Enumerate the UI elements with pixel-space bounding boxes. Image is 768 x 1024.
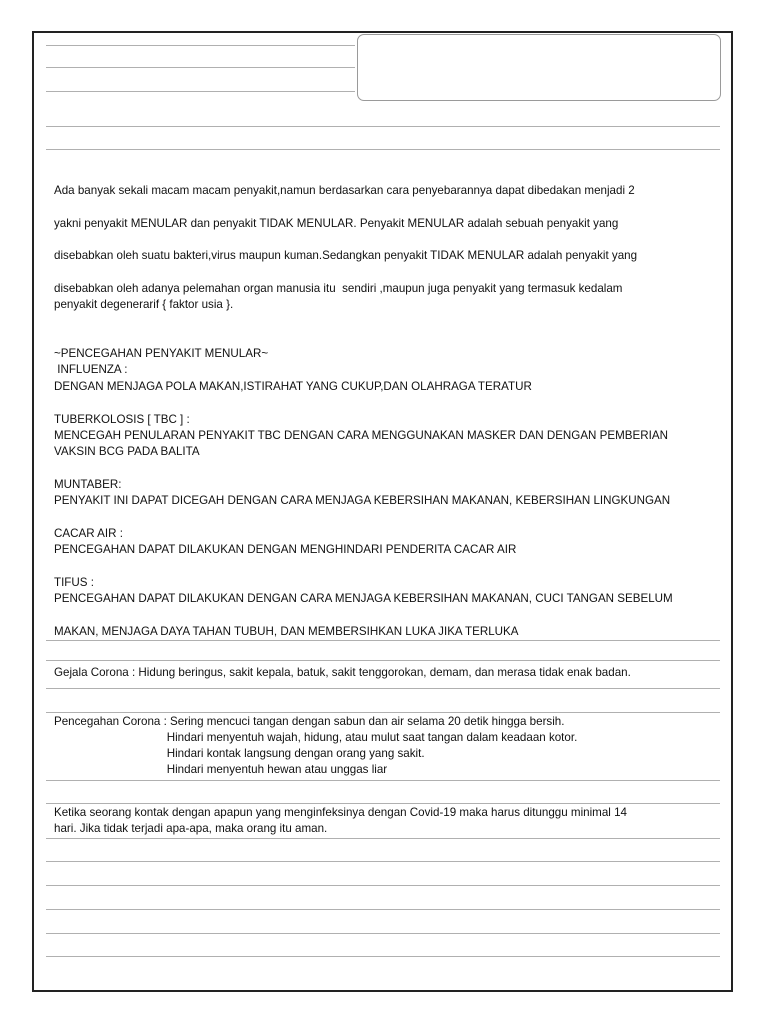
page-border: [32, 31, 733, 992]
disease-text: MAKAN, MENJAGA DAYA TAHAN TUBUH, DAN MEMBERSIHKAN LUKA JIKA TERLUKA: [54, 625, 519, 638]
disease-title: TIFUS :: [54, 576, 94, 589]
disease-text: DENGAN MENJAGA POLA MAKAN,ISTIRAHAT YANG CUKUP,DAN OLAHRAGA TERATUR: [54, 380, 532, 393]
header-line: [46, 126, 720, 127]
disease-text: PENCEGAHAN DAPAT DILAKUKAN DENGAN MENGHINDARI PENDERITA CACAR AIR: [54, 543, 517, 556]
corona-prevention-line: Pencegahan Corona : Sering mencuci tangan dengan sabun dan air selama 20 detik hingga bersih.: [54, 715, 565, 728]
disease-text: PENYAKIT INI DAPAT DICEGAH DENGAN CARA MENJAGA KEBERSIHAN MAKANAN, KEBERSIHAN LINGKUNGAN: [54, 494, 671, 507]
disease-title: TUBERKOLOSIS [ TBC ] :: [54, 413, 190, 426]
ruled-line: [46, 909, 720, 910]
ruled-line: [46, 712, 720, 713]
header-line: [46, 149, 720, 150]
ruled-line: [46, 688, 720, 689]
header-line: [46, 45, 355, 46]
corona-prevention-line: Hindari kontak langsung dengan orang yang sakit.: [54, 747, 425, 760]
ruled-line: [46, 933, 720, 934]
header-line: [46, 67, 355, 68]
ruled-line: [46, 861, 720, 862]
ruled-line: [46, 838, 720, 839]
intro-line: penyakit degenerarif { faktor usia }.: [54, 298, 234, 311]
corona-prevention-line: Hindari menyentuh wajah, hidung, atau mulut saat tangan dalam keadaan kotor.: [54, 731, 578, 744]
intro-line: Ada banyak sekali macam macam penyakit,namun berdasarkan cara penyebarannya dapat dibedakan menjadi 2: [54, 184, 635, 197]
section-heading: ~PENCEGAHAN PENYAKIT MENULAR~: [54, 347, 269, 360]
intro-line: yakni penyakit MENULAR dan penyakit TIDAK MENULAR. Penyakit MENULAR adalah sebuah penyakit yang: [54, 217, 619, 230]
ruled-line: [46, 640, 720, 641]
ruled-line: [46, 660, 720, 661]
ruled-line: [46, 803, 720, 804]
disease-text: PENCEGAHAN DAPAT DILAKUKAN DENGAN CARA MENJAGA KEBERSIHAN MAKANAN, CUCI TANGAN SEBELUM: [54, 592, 673, 605]
disease-title: INFLUENZA :: [54, 363, 128, 376]
corona-prevention-line: Hindari menyentuh hewan atau unggas liar: [54, 763, 388, 776]
corona-symptoms: Gejala Corona : Hidung beringus, sakit kepala, batuk, sakit tenggorokan, demam, dan merasa tidak enak badan.: [54, 666, 631, 679]
disease-title: MUNTABER:: [54, 478, 122, 491]
intro-line: disebabkan oleh adanya pelemahan organ manusia itu sendiri ,maupun juga penyakit yang termasuk kedalam: [54, 282, 623, 295]
header-line: [46, 91, 355, 92]
disease-text: MENCEGAH PENULARAN PENYAKIT TBC DENGAN CARA MENGGUNAKAN MASKER DAN DENGAN PEMBERIAN: [54, 429, 668, 442]
covid-note-line: Ketika seorang kontak dengan apapun yang menginfeksinya dengan Covid-19 maka harus ditunggu minimal 14: [54, 806, 627, 819]
name-box: [357, 34, 721, 101]
ruled-line: [46, 885, 720, 886]
intro-line: disebabkan oleh suatu bakteri,virus maupun kuman.Sedangkan penyakit TIDAK MENULAR adalah penyakit yang: [54, 249, 638, 262]
ruled-line: [46, 780, 720, 781]
covid-note-line: hari. Jika tidak terjadi apa-apa, maka orang itu aman.: [54, 822, 328, 835]
disease-title: CACAR AIR :: [54, 527, 123, 540]
ruled-line: [46, 956, 720, 957]
disease-text: VAKSIN BCG PADA BALITA: [54, 445, 200, 458]
